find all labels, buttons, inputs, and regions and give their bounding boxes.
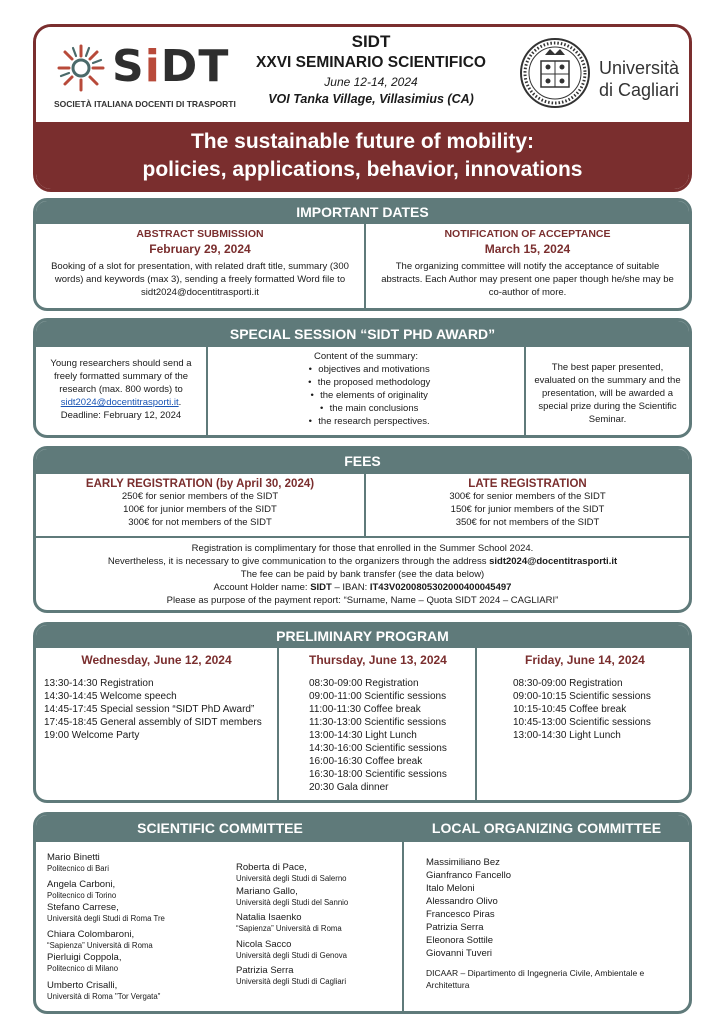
event-dates: June 12-14, 2024 (324, 75, 418, 89)
program-day-wednesday: Wednesday, June 12, 2024 13:30-14:30 Registration 14:30-14:45 Welcome speech 14:45-17:45 Special session “SIDT PhD Award” 17:45-18:45 General assembly of SIDT members 19:00 Welcome Party (36, 648, 279, 800)
program-item: 19:00 Welcome Party (44, 730, 140, 741)
theme-line-2: policies, applications, behavior, innovations (142, 158, 583, 181)
program-item: 16:00-16:30 Coffee break (309, 756, 423, 767)
event-theme (36, 122, 689, 189)
notification-title: NOTIFICATION OF ACCEPTANCE (444, 228, 611, 240)
abstract-submission-date: February 29, 2024 (149, 242, 251, 256)
late-registration-title: LATE REGISTRATION (468, 478, 587, 490)
fees-section (33, 446, 692, 613)
program-item: 14:45-17:45 Special session “SIDT PhD Award” (44, 704, 255, 715)
program-day-thursday: Thursday, June 13, 2024 08:30-09:00 Registration 09:00-11:00 Scientific sessions 11:00-11:30 Coffee break 11:30-13:00 Scientific sessions 13:00-14:30 Light Lunch 14:30-16:00 Scientific sessions 16:00-16:30 Coffee break 16:30-18:00 Scientific sessions 20:30 Gala dinner (279, 648, 477, 800)
program-item: 11:30-13:00 Scientific sessions (309, 717, 447, 728)
event-info (236, 31, 506, 108)
program-item: 09:00-10:15 Scientific sessions (513, 691, 651, 702)
sidt-logo (54, 41, 236, 115)
abstract-submission-text: Booking of a slot for presentation, with related draft title, summary (300 words) and keywords (max 3), sending a freely formatted Word file to sidt2024@docentitrasporti.it (51, 261, 349, 298)
scientific-committee-col-2: Roberta di Pace, Università degli Studi di Salerno Mariano Gallo, Università degli Studi del Sannio Natalia Isaenko “Sapienza” Università di Roma Nicola Sacco Università degli Studi di Genova Patrizia Serra Università degli Studi di Cagliari (236, 862, 349, 986)
event-header (33, 24, 692, 192)
list-item: Massimiliano Bez (426, 857, 500, 868)
event-venue: VOI Tanka Village, Villasimius (CA) (268, 92, 474, 106)
phd-award-submission: Young researchers should send a freely formatted summary of the research (max. 800 words) to sidt2024@docentitrasporti.it. Deadline: February 12, 2024 (36, 347, 208, 435)
list-item: • the proposed methodology (214, 376, 518, 389)
university-seal-icon (519, 37, 591, 109)
scientific-committee (36, 842, 404, 1011)
program-item: 10:45-13:00 Scientific sessions (513, 717, 651, 728)
phd-award-section (33, 318, 692, 438)
phd-award-deadline: Deadline: February 12, 2024 (60, 410, 182, 421)
theme-line-1: The sustainable future of mobility: (190, 130, 535, 153)
phd-award-summary-content (208, 347, 526, 435)
list-item: • the main conclusions (214, 402, 518, 415)
phd-award-prize (526, 347, 689, 435)
notification-date: March 15, 2024 (484, 242, 571, 256)
iban-value: IT43V0200805302000400045497 (369, 582, 512, 593)
abstract-submission (36, 224, 366, 308)
local-committee-department: DICAAR – Dipartimento di Ingegneria Civile, Ambientale e Architettura (426, 968, 645, 990)
early-registration-title: EARLY REGISTRATION (by April 30, 2024) (85, 478, 315, 490)
event-name: XXVI SEMINARIO SCIENTIFICO (256, 54, 486, 71)
program-item: 09:00-11:00 Scientific sessions (309, 691, 447, 702)
fees-heading: FEES (36, 449, 689, 474)
scientific-committee-col-1: Mario Binetti Politecnico di Bari Angela Carboni, Politecnico di Torino Stefano Carrese, Università degli Studi di Roma Tre Chiara Colombaroni, “Sapienza” Università di Roma Pierluigi Coppola, Politecnico di Milano Umberto Crisalli, Università di Roma "Tor Vergata" (47, 852, 165, 1001)
fees-contact-email: sidt2024@docentitrasporti.it (489, 556, 618, 567)
abstract-submission-title: ABSTRACT SUBMISSION (136, 228, 264, 240)
program-item: 20:30 Gala dinner (309, 782, 389, 793)
list-item: • the research perspectives. (214, 415, 518, 428)
summary-content-list (214, 363, 518, 428)
program-item: 16:30-18:00 Scientific sessions (309, 769, 447, 780)
phd-award-instructions: Young researchers should send a freely formatted summary of the research (max. 800 words) to (50, 358, 192, 395)
list-item: Francesco Piras (426, 909, 495, 920)
sidt-logo-caption: SOCIETÀ ITALIANA DOCENTI DI TRASPORTI (54, 99, 236, 109)
list-item: Alessandro Olivo (426, 896, 498, 907)
notification-text: The organizing committee will notify the acceptance of suitable abstracts. Each Author may present one paper though he/she may be co-author of more. (381, 261, 674, 298)
program-item: 14:30-16:00 Scientific sessions (309, 743, 447, 754)
list-item: • the elements of originality (214, 389, 518, 402)
bank-details: Account Holder name: SIDT – IBAN: IT43V0200805302000400045497 (213, 582, 512, 593)
list-item: Italo Meloni (426, 883, 475, 894)
program-item: 17:45-18:45 General assembly of SIDT members (44, 717, 262, 728)
program-item: 11:00-11:30 Coffee break (309, 704, 421, 715)
committees-section (33, 812, 692, 1014)
important-dates-heading: IMPORTANT DATES (36, 201, 689, 224)
important-dates-section (33, 198, 692, 311)
program-day-friday: Friday, June 14, 2024 08:30-09:00 Registration 09:00-10:15 Scientific sessions 10:15-10:45 Coffee break 10:45-13:00 Scientific sessions 13:00-14:30 Light Lunch (477, 648, 689, 800)
local-committee-heading: LOCAL ORGANIZING COMMITTEE (431, 820, 662, 836)
program-section (33, 622, 692, 803)
list-item: Gianfranco Fancello (426, 870, 512, 881)
program-item: 13:00-14:30 Light Lunch (513, 730, 621, 741)
program-item: 08:30-09:00 Registration (309, 678, 419, 689)
phd-award-email-link[interactable]: sidt2024@docentitrasporti.it (60, 397, 179, 408)
list-item: Giovanni Tuveri (426, 948, 493, 959)
sidt-logo-wordmark: SiDT (112, 41, 230, 92)
program-heading: PRELIMINARY PROGRAM (36, 625, 689, 648)
program-item: 13:00-14:30 Light Lunch (309, 730, 417, 741)
program-item: 13:30-14:30 Registration (44, 678, 154, 689)
late-registration: LATE REGISTRATION 300€ for senior members of the SIDT 150€ for junior members of the SIDT 350€ for not members of the SIDT (366, 474, 689, 536)
program-item: 08:30-09:00 Registration (513, 678, 623, 689)
sidt-gear-icon (56, 43, 106, 93)
list-item: Patrizia Serra (426, 922, 484, 933)
local-committee (404, 842, 689, 1011)
phd-award-prize-text: The best paper presented, evaluated on the summary and the presentation, will be awarded a special prize during the Scientific Seminar. (534, 362, 681, 425)
list-item: Eleonora Sottile (426, 935, 494, 946)
scientific-committee-heading: SCIENTIFIC COMMITTEE (137, 820, 303, 836)
list-item: • objectives and motivations (214, 363, 518, 376)
early-registration: EARLY REGISTRATION (by April 30, 2024) 250€ for senior members of the SIDT 100€ for junior members of the SIDT 300€ for not members of the SIDT (36, 474, 366, 536)
program-item: 14:30-14:45 Welcome speech (44, 691, 177, 702)
payment-info: Registration is complimentary for those that enrolled in the Summer School 2024. Nevertheless, it is necessary to give communication to the organizers through the address sidt2024@docentitrasporti.it The fee can be paid by bank transfer (see the data below) Account Holder name: SIDT – IBAN: IT43V0200805302000400045497 Please as purpose of the payment report: “Surname, Name – Quota SIDT 2024 – CAGLIARI” (36, 536, 689, 610)
org-name: SIDT (351, 32, 391, 51)
notification-of-acceptance (366, 224, 689, 308)
phd-award-heading: SPECIAL SESSION “SIDT PHD AWARD” (36, 321, 689, 347)
summary-content-title: Content of the summary: (313, 351, 419, 362)
program-item: 10:15-10:45 Coffee break (513, 704, 627, 715)
university-name: Università di Cagliari (599, 58, 680, 100)
